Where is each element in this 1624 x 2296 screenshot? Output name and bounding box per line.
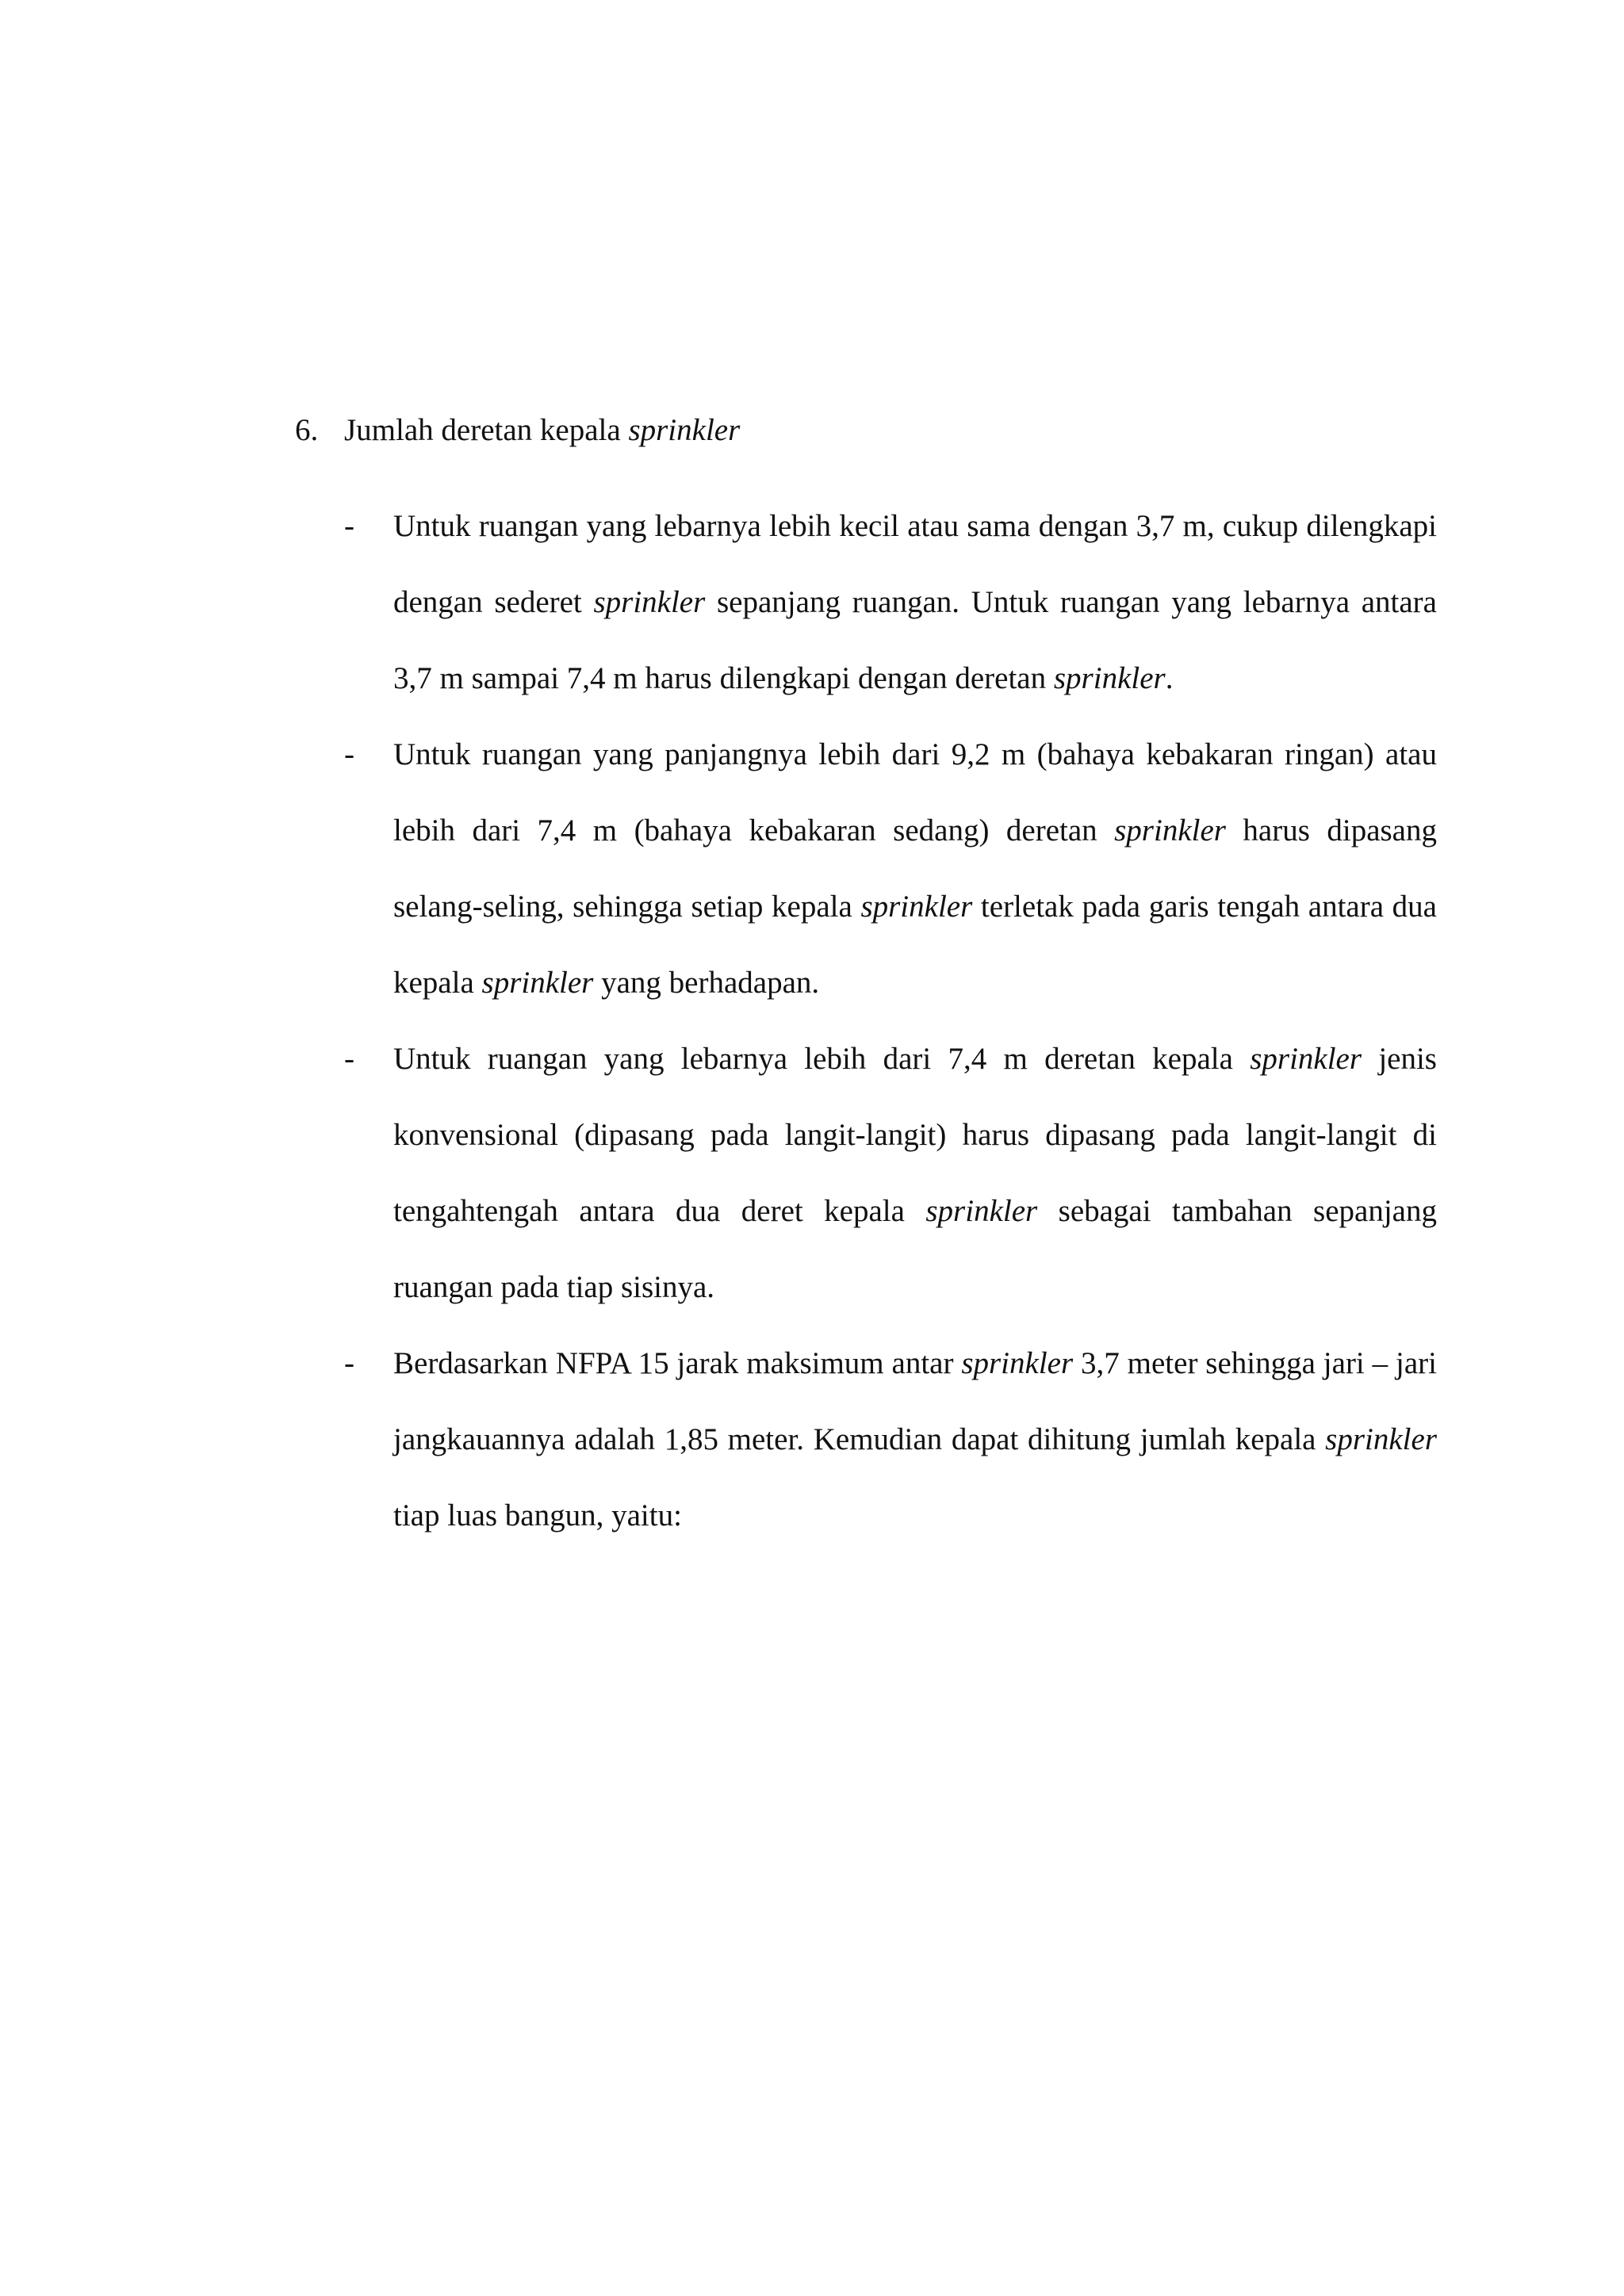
text-segment: Berdasarkan NFPA 15 jarak maksimum antar bbox=[393, 1346, 962, 1380]
text-segment: 3,7 meter sehingga jari – jari jangkauannya adalah 1,85 meter. Kemudian dapat dihitung jumlah kepala bbox=[393, 1346, 1437, 1456]
list-item-text bbox=[393, 1326, 1437, 1554]
italic-term: sprinkler bbox=[481, 966, 594, 1000]
italic-term: sprinkler bbox=[1250, 1042, 1362, 1076]
section-content bbox=[295, 412, 1437, 1554]
text-segment: sepanjang ruangan. Untuk ruangan yang lebarnya antara 3,7 m sampai 7,4 m harus dilengkapi dengan deretan bbox=[393, 585, 1437, 695]
italic-term: sprinkler bbox=[860, 890, 973, 924]
section-title-text: Jumlah deretan kepala bbox=[344, 413, 629, 447]
list-item bbox=[344, 717, 1437, 1021]
text-segment: jenis konvensional (dipasang pada langit-langit) harus dipasang pada langit-langit di tengahtengah antara dua deret kepala bbox=[393, 1042, 1437, 1228]
bullet-dash: - bbox=[344, 1346, 354, 1380]
text-segment: Untuk ruangan yang panjangnya lebih dari 9,2 m (bahaya kebakaran ringan) atau lebih dari 7,4 m (bahaya kebakaran sedang) deretan bbox=[393, 737, 1437, 848]
bullet-list bbox=[344, 488, 1437, 1554]
bullet-dash: - bbox=[344, 509, 354, 543]
italic-term: sprinkler bbox=[1053, 661, 1166, 695]
section-number: 6. bbox=[295, 413, 319, 447]
list-item-text bbox=[393, 1021, 1437, 1326]
italic-term: sprinkler bbox=[593, 585, 706, 619]
text-segment: Untuk ruangan yang lebarnya lebih kecil atau sama dengan 3,7 m, cukup dilengkapi dengan sederet bbox=[393, 509, 1437, 619]
bullet-dash: - bbox=[344, 1042, 354, 1076]
list-item bbox=[344, 1021, 1437, 1326]
text-segment: harus dipasang selang-seling, sehingga setiap kepala bbox=[393, 813, 1437, 924]
text-segment: Untuk ruangan yang lebarnya lebih dari 7,4 m deretan kepala bbox=[393, 1042, 1251, 1076]
list-item-text bbox=[393, 488, 1437, 717]
text-segment: . bbox=[1165, 661, 1174, 695]
section-heading bbox=[295, 412, 1437, 488]
italic-term: sprinkler bbox=[1114, 813, 1226, 848]
italic-term: sprinkler bbox=[1325, 1422, 1437, 1456]
list-item bbox=[344, 488, 1437, 717]
list-item bbox=[344, 1326, 1437, 1554]
italic-term: sprinkler bbox=[961, 1346, 1074, 1380]
text-segment: sebagai tambahan sepanjang ruangan pada tiap sisinya. bbox=[393, 1194, 1437, 1304]
section-title-italic: sprinkler bbox=[628, 413, 741, 447]
italic-term: sprinkler bbox=[925, 1194, 1038, 1228]
section-title bbox=[344, 412, 740, 448]
text-segment: terletak pada garis tengah antara dua kepala bbox=[393, 890, 1437, 1000]
text-segment: tiap luas bangun, yaitu: bbox=[393, 1498, 682, 1533]
bullet-dash: - bbox=[344, 737, 354, 771]
text-segment: yang berhadapan. bbox=[593, 966, 820, 1000]
list-item-text bbox=[393, 717, 1437, 1021]
